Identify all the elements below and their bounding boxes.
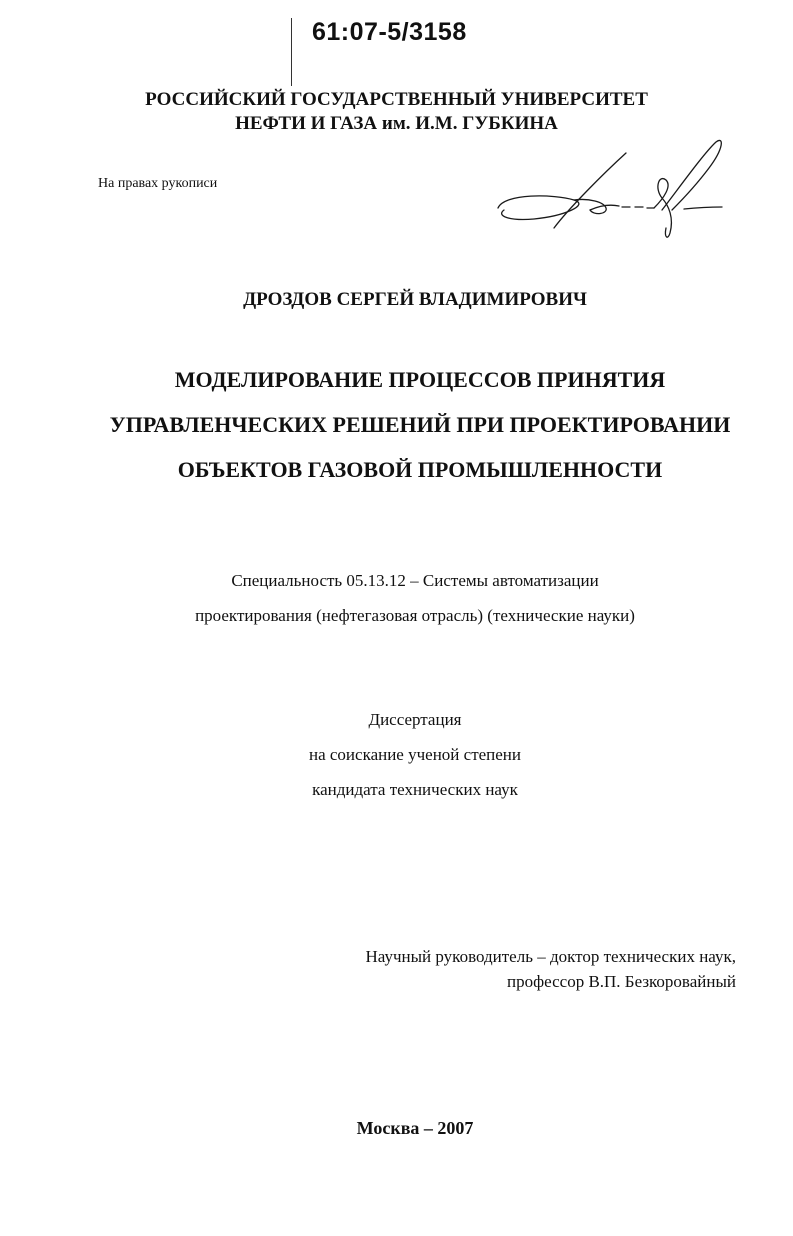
degree-line-1: Диссертация: [368, 710, 462, 729]
degree-line-2: на соискание ученой степени: [308, 745, 522, 764]
specialty-line-2: проектирования (нефтегазовая отрасль) (технические науки): [195, 606, 635, 625]
signature-icon: [494, 128, 734, 243]
degree-line-3: кандидата технических наук: [312, 780, 518, 799]
specialty-line-1: Специальность 05.13.12 – Системы автоматизации: [231, 571, 599, 590]
university-line-1: РОССИЙСКИЙ ГОСУДАРСТВЕННЫЙ УНИВЕРСИТЕТ: [145, 89, 648, 110]
advisor-line-1: Научный руководитель – доктор технических наук,: [365, 947, 736, 966]
specialty-block: [0, 563, 793, 633]
title-line-3: ОБЪЕКТОВ ГАЗОВОЙ ПРОМЫШЛЕННОСТИ: [177, 457, 663, 482]
title-line-1: МОДЕЛИРОВАНИЕ ПРОЦЕССОВ ПРИНЯТИЯ: [174, 367, 666, 392]
manuscript-rights: На правах рукописи: [98, 176, 218, 191]
advisor-block: [366, 944, 736, 994]
archive-stamp: 61:07-5/3158: [312, 18, 467, 46]
advisor-line-2: профессор В.П. Безкоровайный: [507, 972, 736, 991]
university-line-2: НЕФТИ И ГАЗА им. И.М. ГУБКИНА: [235, 113, 558, 134]
dissertation-title: [0, 357, 793, 492]
author-name: ДРОЗДОВ СЕРГЕЙ ВЛАДИМИРОВИЧ: [243, 289, 587, 310]
title-line-2: УПРАВЛЕНЧЕСКИХ РЕШЕНИЙ ПРИ ПРОЕКТИРОВАНИИ: [109, 412, 731, 437]
city-year: Москва – 2007: [356, 1118, 474, 1138]
margin-rule: [291, 18, 292, 86]
degree-block: [0, 702, 793, 807]
